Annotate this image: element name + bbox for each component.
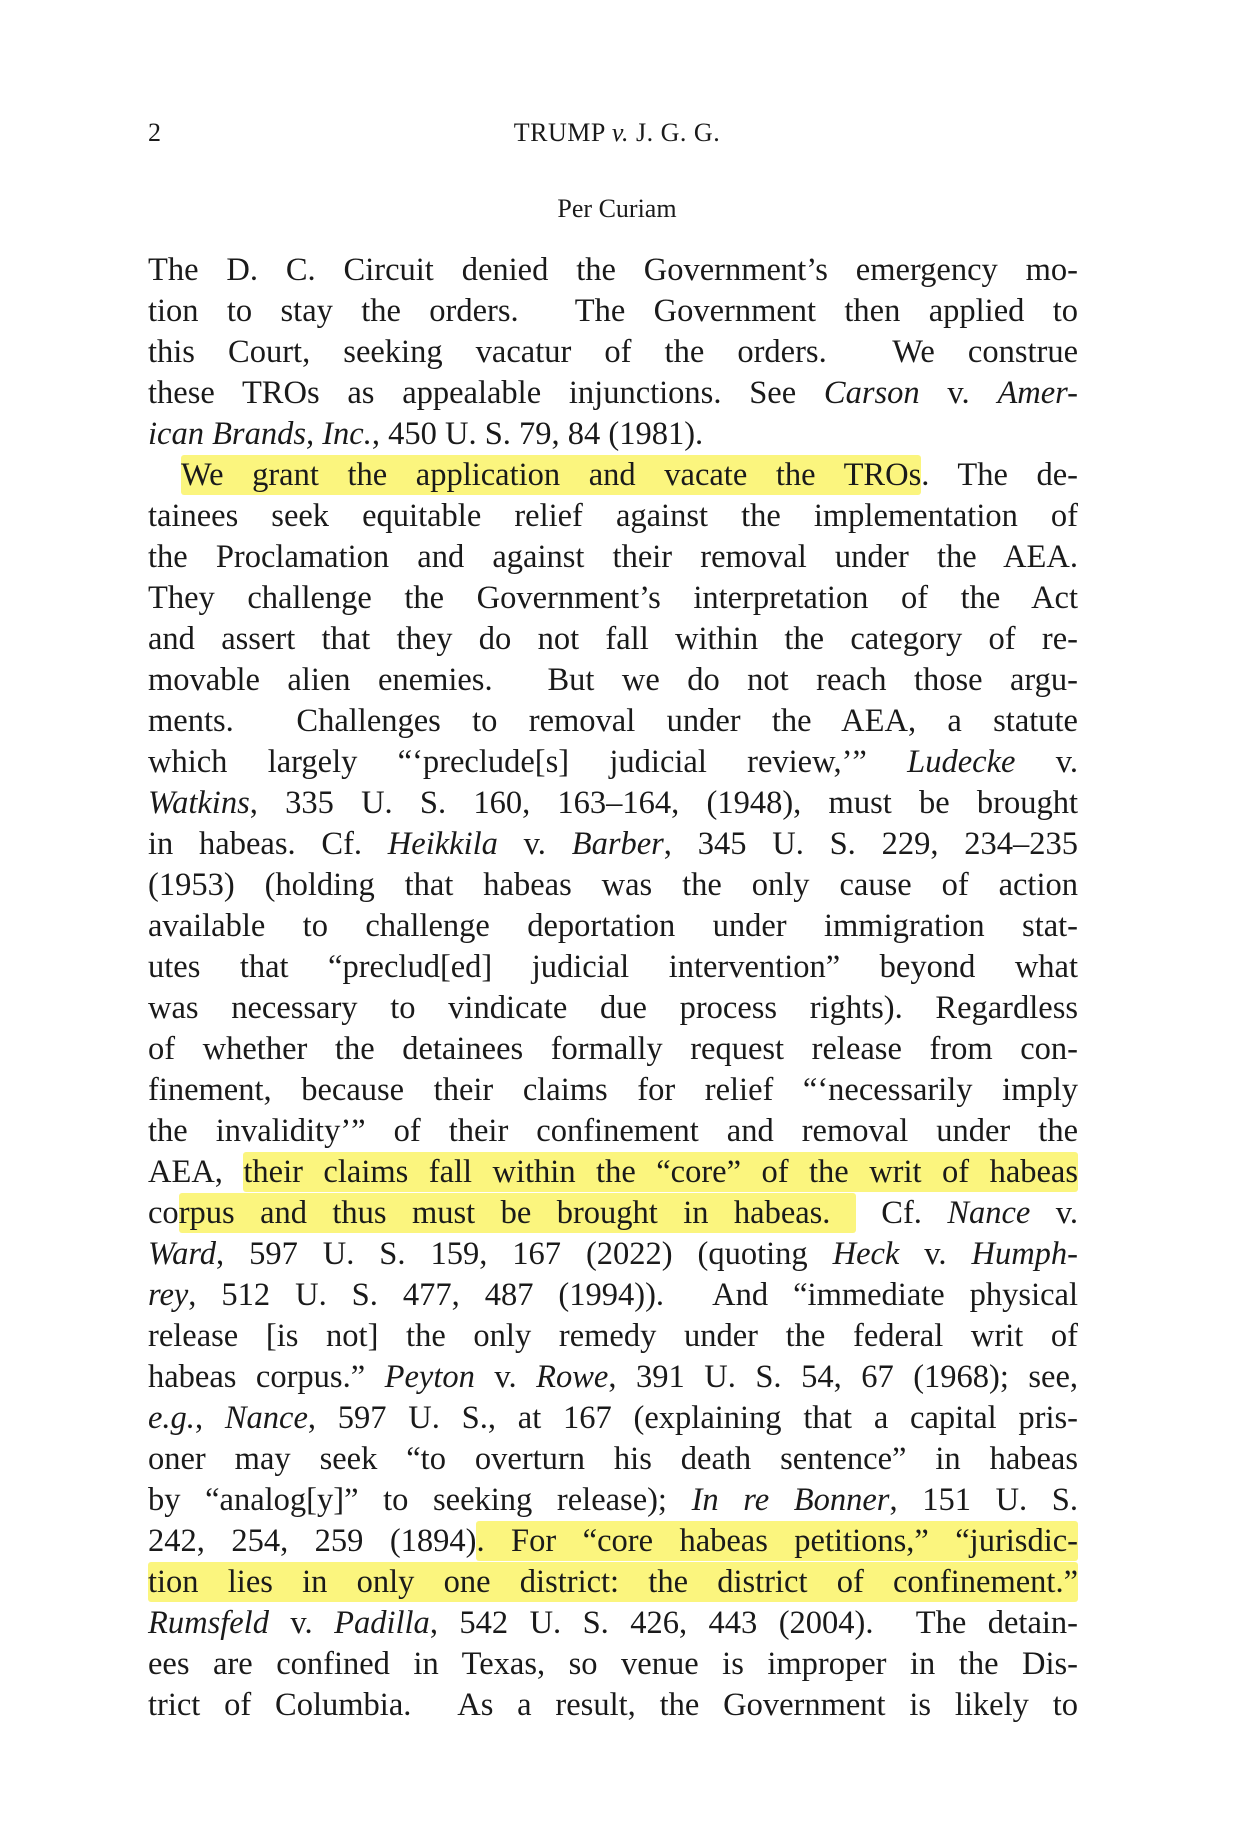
text-line: release [is not] the only remedy under the federal writ of — [148, 1318, 1078, 1354]
text-line: e.g., Nance, 597 U. S., at 167 (explaining that a capital pris- — [148, 1400, 1079, 1436]
highlighted-text: tion lies in only one district: the district of confinement.” — [148, 1564, 1078, 1600]
text-line: Rumsfeld v. Padilla, 542 U. S. 426, 443 (2004). The detain- — [148, 1605, 1078, 1641]
text-line: in habeas. Cf. Heikkila v. Barber, 345 U. S. 229, 234–235 — [148, 826, 1078, 862]
text-line: Ward, 597 U. S. 159, 167 (2022) (quoting Heck v. Humph- — [148, 1236, 1078, 1272]
text-line: rey, 512 U. S. 477, 487 (1994)). And “immediate physical — [148, 1277, 1078, 1313]
text-line: corpus and thus must be brought in habeas. Cf. Nance v. — [148, 1195, 1079, 1231]
text-line: movable alien enemies. But we do not reach those argu- — [148, 662, 1078, 698]
text-line: (1953) (holding that habeas was the only cause of action — [148, 867, 1078, 903]
text-line: tainees seek equitable relief against the implementation of — [148, 498, 1078, 534]
text-line: ican Brands, Inc., 450 U. S. 79, 84 (1981). — [148, 416, 704, 452]
text-line: of whether the detainees formally request release from con- — [148, 1031, 1078, 1067]
text-line: the invalidity’” of their confinement and removal under the — [148, 1113, 1078, 1149]
running-head: TRUMP v. J. G. G. — [513, 118, 721, 147]
text-line: ments. Challenges to removal under the AEA, a statute — [148, 703, 1078, 739]
text-line: We grant the application and vacate the TROs. The de- — [181, 457, 1078, 493]
text-line: tion to stay the orders. The Government then applied to — [148, 293, 1078, 329]
text-line: They challenge the Government’s interpretation of the Act — [148, 580, 1078, 616]
text-line: available to challenge deportation under immigration stat- — [148, 908, 1078, 944]
highlighted-text: We grant the application and vacate the TROs — [181, 457, 922, 493]
text-line: and assert that they do not fall within the category of re- — [148, 621, 1078, 657]
text-line: ees are confined in Texas, so venue is improper in the Dis- — [148, 1646, 1078, 1682]
highlighted-text: rpus and thus must be brought in habeas. — [178, 1195, 856, 1231]
text-line: habeas corpus.” Peyton v. Rowe, 391 U. S. 54, 67 (1968); see, — [148, 1359, 1079, 1395]
text-line — [148, 1562, 1078, 1603]
opinion-body — [148, 250, 1078, 1726]
text-line: utes that “preclud[ed] judicial intervention” beyond what — [148, 949, 1078, 985]
text-line: The D. C. Circuit denied the Government’s emergency mo- — [148, 252, 1078, 288]
text-line: these TROs as appealable injunctions. See Carson v. Amer- — [148, 375, 1079, 411]
text-line: 242, 254, 259 (1894). For “core habeas petitions,” “jurisdic- — [148, 1523, 1078, 1559]
text-line: Watkins, 335 U. S. 160, 163–164, (1948), must be brought — [148, 785, 1078, 821]
text-line: the Proclamation and against their removal under the AEA. — [148, 539, 1078, 575]
text-line: oner may seek “to overturn his death sentence” in habeas — [148, 1441, 1078, 1477]
text-line: trict of Columbia. As a result, the Government is likely to — [148, 1687, 1078, 1723]
highlighted-text: their claims fall within the “core” of the writ of habeas — [243, 1154, 1078, 1190]
text-line: by “analog[y]” to seeking release); In re Bonner, 151 U. S. — [148, 1482, 1078, 1518]
text-line: this Court, seeking vacatur of the orders. We construe — [148, 334, 1078, 370]
highlighted-text: . For “core habeas petitions,” “jurisdic- — [476, 1523, 1078, 1559]
text-line: finement, because their claims for relief “‘necessarily imply — [148, 1072, 1078, 1108]
text-line: was necessary to vindicate due process rights). Regardless — [148, 990, 1078, 1026]
page-number: 2 — [148, 118, 161, 147]
section-label: Per Curiam — [557, 194, 677, 223]
text-line: AEA, their claims fall within the “core” of the writ of habeas — [148, 1154, 1078, 1190]
text-line: which largely “‘preclude[s] judicial review,’” Ludecke v. — [148, 744, 1078, 780]
